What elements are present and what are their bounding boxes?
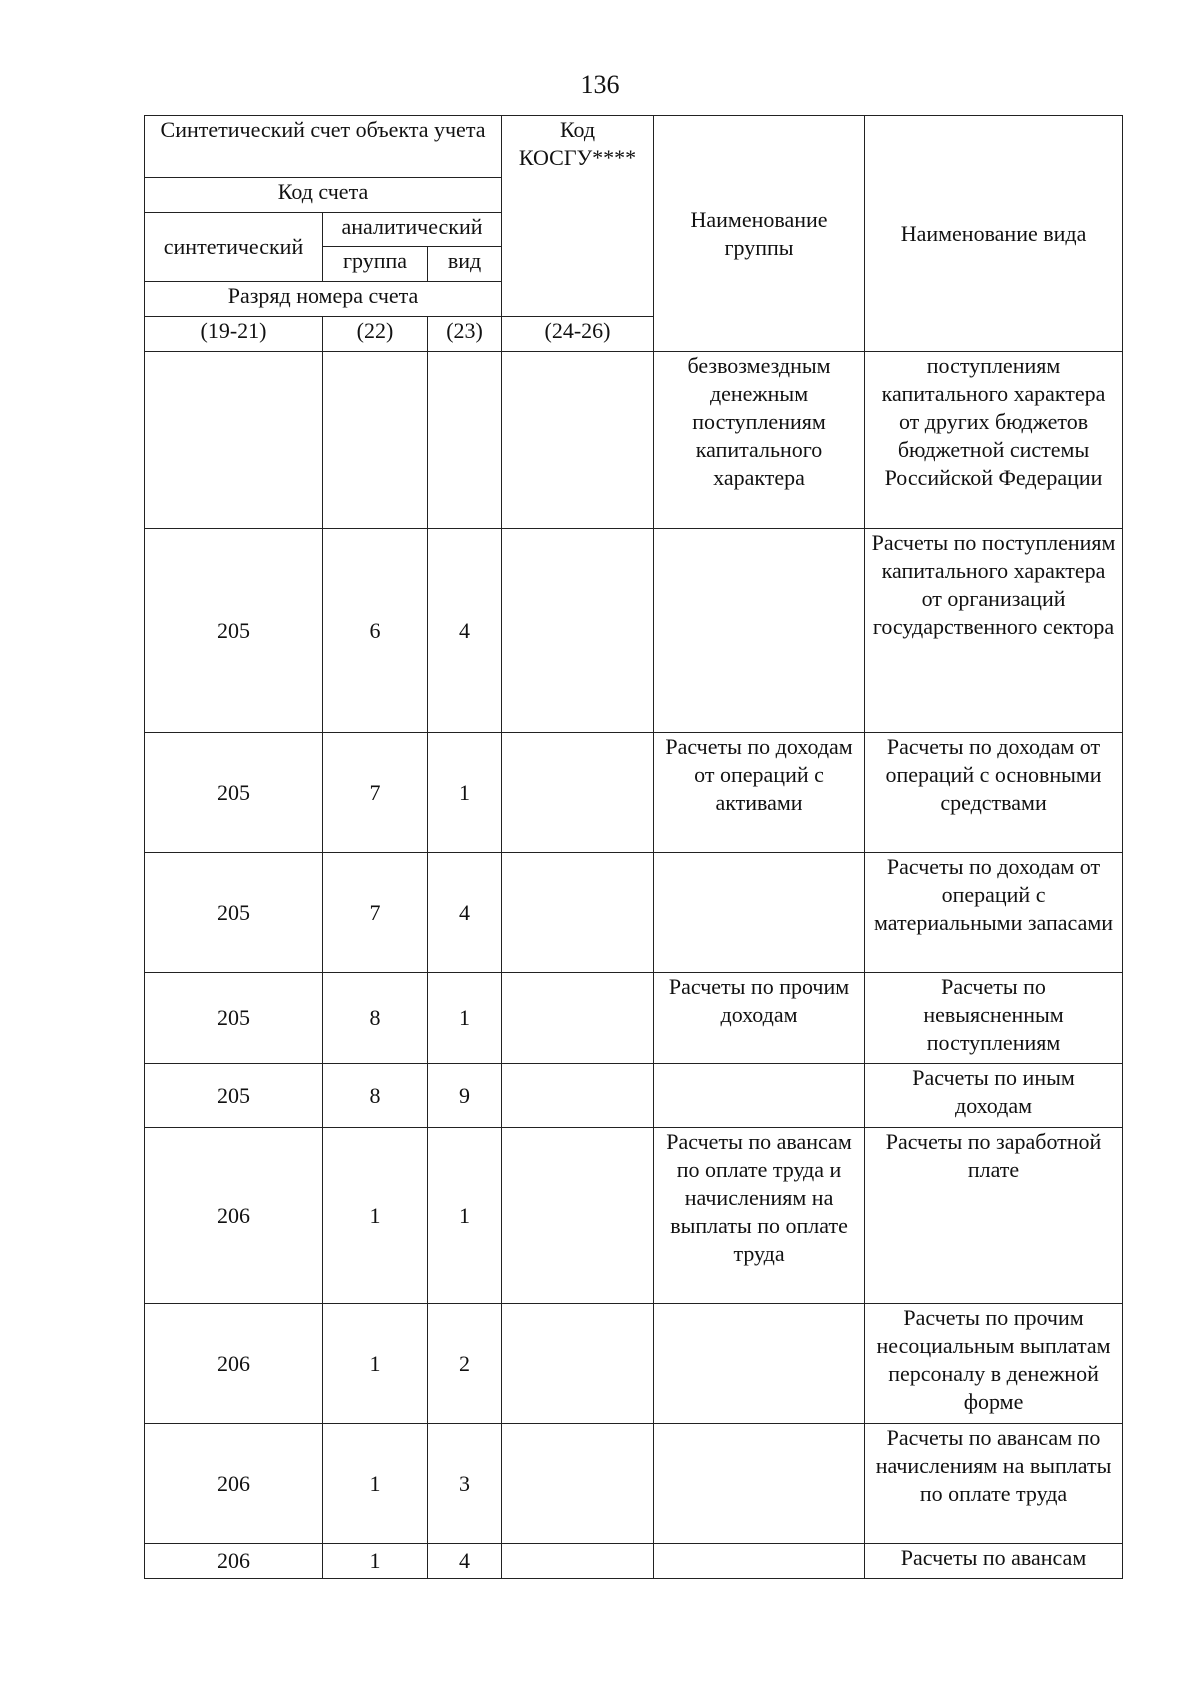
cell-kind: 4 (428, 853, 502, 973)
cell-group: 1 (323, 1304, 428, 1424)
cell-kind: 1 (428, 1128, 502, 1304)
cell-kind: 2 (428, 1304, 502, 1424)
header-group-name: Наименование группы (654, 116, 865, 352)
cell-kind-name: Расчеты по невыясненным поступлениям (865, 973, 1123, 1064)
cell-synthetic: 206 (145, 1424, 323, 1544)
cell-kind-name: Расчеты по заработной плате (865, 1128, 1123, 1304)
col-kosgu-digits: (24-26) (502, 317, 654, 352)
table-row (145, 1424, 1123, 1544)
cell-group: 7 (323, 733, 428, 853)
cell-kosgu (502, 1424, 654, 1544)
table-row (145, 1128, 1123, 1304)
table-row (145, 1304, 1123, 1424)
cell-kind: 3 (428, 1424, 502, 1544)
cell-group: 8 (323, 1064, 428, 1128)
cell-kind: 4 (428, 1544, 502, 1579)
cell-group-name: Расчеты по прочим доходам (654, 973, 865, 1064)
cell-kosgu (502, 529, 654, 733)
cell-synthetic: 205 (145, 1064, 323, 1128)
cell-kind-name: поступлениям капитального характера от других бюджетов бюджетной системы Российской Федерации (865, 352, 1123, 529)
cell-kind: 1 (428, 733, 502, 853)
cell-synthetic (145, 352, 323, 529)
cell-kind (428, 352, 502, 529)
cell-kind: 1 (428, 973, 502, 1064)
cell-synthetic: 205 (145, 529, 323, 733)
cell-synthetic: 206 (145, 1304, 323, 1424)
cell-kind-name: Расчеты по доходам от операций с материальными запасами (865, 853, 1123, 973)
cell-group-name (654, 1424, 865, 1544)
table-row (145, 733, 1123, 853)
table-row (145, 529, 1123, 733)
cell-kind-name: Расчеты по прочим несоциальным выплатам персоналу в денежной форме (865, 1304, 1123, 1424)
col-synthetic-digits: (19-21) (145, 317, 323, 352)
cell-kind-name: Расчеты по авансам по начислениям на выплаты по оплате труда (865, 1424, 1123, 1544)
cell-group: 7 (323, 853, 428, 973)
cell-group: 8 (323, 973, 428, 1064)
header-digit-rank: Разряд номера счета (145, 282, 502, 317)
cell-kind-name: Расчеты по авансам (865, 1544, 1123, 1579)
cell-kosgu (502, 1064, 654, 1128)
cell-group-name: безвозмездным денежным поступлениям капитального характера (654, 352, 865, 529)
table-row (145, 352, 1123, 529)
cell-kosgu (502, 1304, 654, 1424)
cell-synthetic: 205 (145, 973, 323, 1064)
cell-group-name (654, 1304, 865, 1424)
cell-kosgu (502, 1128, 654, 1304)
cell-kind: 9 (428, 1064, 502, 1128)
cell-group-name (654, 529, 865, 733)
cell-kosgu (502, 352, 654, 529)
cell-kind-name: Расчеты по иным доходам (865, 1064, 1123, 1128)
header-synthetic-account: Синтетический счет объекта учета (145, 116, 502, 178)
accounts-table (144, 115, 1123, 1579)
header-group: группа (323, 247, 428, 282)
page-number: 136 (580, 70, 620, 99)
table-row (145, 1544, 1123, 1579)
cell-kosgu (502, 1544, 654, 1579)
cell-group-name (654, 1544, 865, 1579)
table-row (145, 1064, 1123, 1128)
cell-kind-name: Расчеты по доходам от операций с основными средствами (865, 733, 1123, 853)
header-kind: вид (428, 247, 502, 282)
cell-group (323, 352, 428, 529)
cell-group-name (654, 853, 865, 973)
cell-group-name: Расчеты по авансам по оплате труда и начислениям на выплаты по оплате труда (654, 1128, 865, 1304)
cell-group: 1 (323, 1544, 428, 1579)
cell-synthetic: 206 (145, 1544, 323, 1579)
cell-synthetic: 205 (145, 853, 323, 973)
table-row (145, 973, 1123, 1064)
col-group-digits: (22) (323, 317, 428, 352)
cell-group: 6 (323, 529, 428, 733)
cell-group: 1 (323, 1128, 428, 1304)
col-kind-digits: (23) (428, 317, 502, 352)
cell-synthetic: 206 (145, 1128, 323, 1304)
cell-group-name: Расчеты по доходам от операций с активами (654, 733, 865, 853)
cell-group-name (654, 1064, 865, 1128)
cell-synthetic: 205 (145, 733, 323, 853)
cell-kind: 4 (428, 529, 502, 733)
header-synthetic: синтетический (145, 213, 323, 282)
header-kind-name: Наименование вида (865, 116, 1123, 352)
cell-kind-name: Расчеты по поступлениям капитального характера от организаций государственного сектора (865, 529, 1123, 733)
header-kosgu: Код КОСГУ**** (502, 116, 654, 317)
cell-kosgu (502, 733, 654, 853)
header-analytic: аналитический (323, 213, 502, 247)
table-row (145, 853, 1123, 973)
cell-kosgu (502, 853, 654, 973)
header-account-code: Код счета (145, 178, 502, 213)
cell-kosgu (502, 973, 654, 1064)
cell-group: 1 (323, 1424, 428, 1544)
